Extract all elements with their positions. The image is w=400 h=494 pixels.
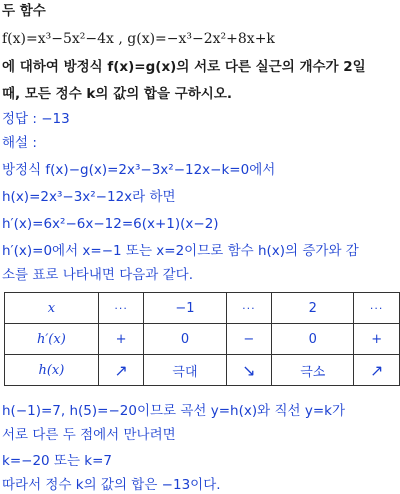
solution-after-4: 따라서 정수 k의 값의 합은 −13이다. xyxy=(2,477,221,493)
table-cell: − xyxy=(226,324,272,355)
table-cell: + xyxy=(354,324,400,355)
increase-arrow-icon: ↗ xyxy=(98,355,144,386)
table-row-h xyxy=(5,355,400,386)
problem-functions: f(x)=x³−5x²−4x , g(x)=−x³−2x²+8x+k xyxy=(2,31,275,47)
solution-after-3: k=−20 또는 k=7 xyxy=(2,453,113,469)
table-cell: 극대 xyxy=(144,355,226,386)
table-cell: h′(x) xyxy=(5,324,99,355)
solution-line-2: h(x)=2x³−3x²−12x라 하면 xyxy=(2,189,176,205)
increase-decrease-table xyxy=(4,292,400,386)
solution-heading: 해설 : xyxy=(2,135,37,151)
table-cell: −1 xyxy=(144,293,226,324)
solution-line-5: 소를 표로 나타내면 다음과 같다. xyxy=(2,267,193,283)
increase-arrow-icon: ↗ xyxy=(354,355,400,386)
table-cell: 0 xyxy=(272,324,354,355)
table-cell: ··· xyxy=(354,293,400,324)
solution-line-3: h′(x)=6x²−6x−12=6(x+1)(x−2) xyxy=(2,216,219,232)
solution-after-2: 서로 다른 두 점에서 만나려면 xyxy=(2,427,176,443)
problem-line-4: 때, 모든 정수 k의 값의 합을 구하시오. xyxy=(2,86,233,102)
table-cell: 극소 xyxy=(272,355,354,386)
table-cell: ··· xyxy=(226,293,272,324)
problem-line-3: 에 대하여 방정식 f(x)=g(x)의 서로 다른 실근의 개수가 2일 xyxy=(2,59,366,75)
table-row-derivative xyxy=(5,324,400,355)
decrease-arrow-icon: ↘ xyxy=(226,355,272,386)
table-cell: 0 xyxy=(144,324,226,355)
table-row-x xyxy=(5,293,400,324)
solution-line-4: h′(x)=0에서 x=−1 또는 x=2이므로 함수 h(x)의 증가와 감 xyxy=(2,243,359,259)
table-cell: + xyxy=(98,324,144,355)
problem-line-1: 두 함수 xyxy=(2,3,46,19)
table-cell: 2 xyxy=(272,293,354,324)
answer-line: 정답 : −13 xyxy=(2,111,70,127)
solution-line-1: 방정식 f(x)−g(x)=2x³−3x²−12x−k=0에서 xyxy=(2,162,276,178)
table-cell: h(x) xyxy=(5,355,99,386)
table-cell: ··· xyxy=(98,293,144,324)
table-cell: x xyxy=(5,293,99,324)
solution-after-1: h(−1)=7, h(5)=−20이므로 곡선 y=h(x)와 직선 y=k가 xyxy=(2,403,345,419)
